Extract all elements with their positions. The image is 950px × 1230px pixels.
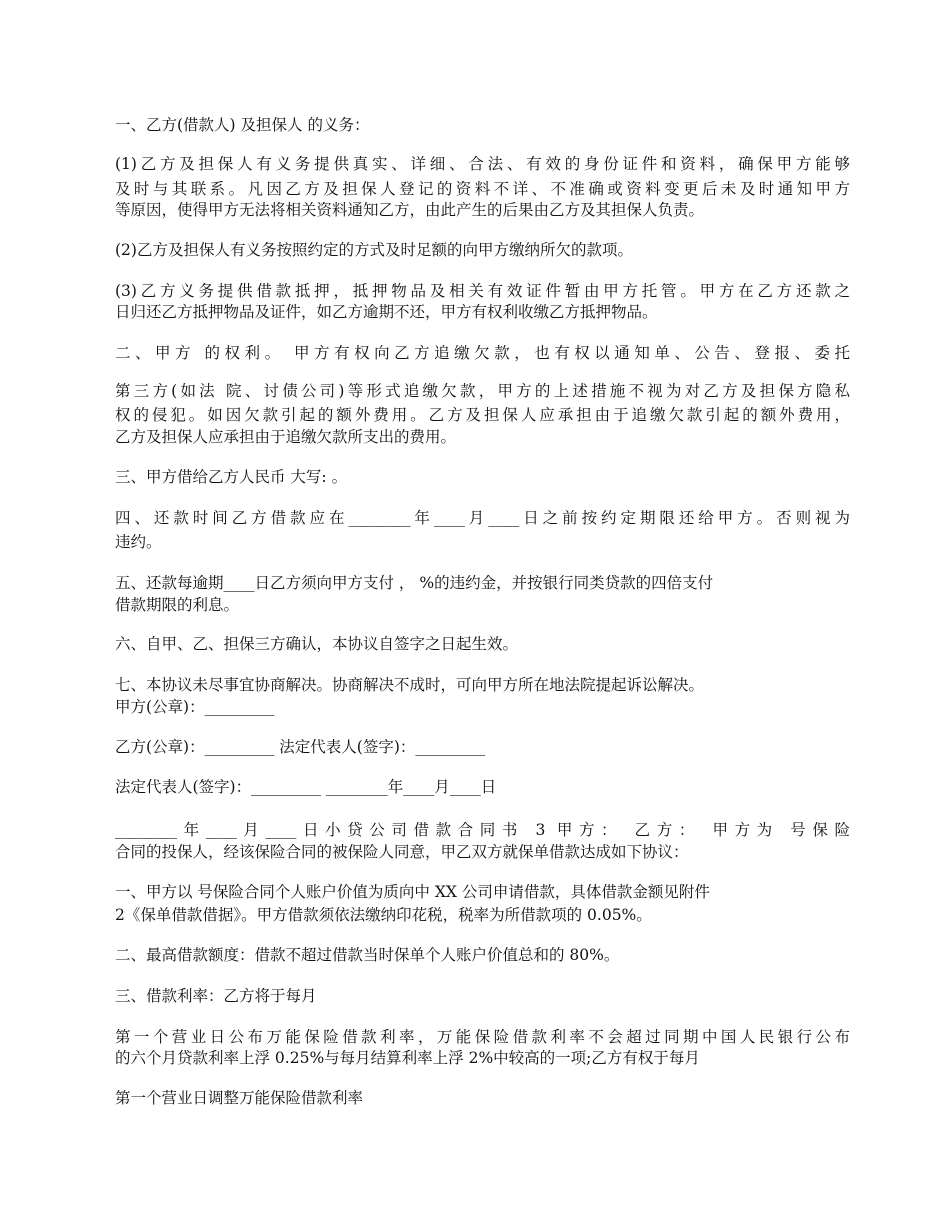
contract-intro-line: 合同的投保人，经该保险合同的被保险人同意，甲乙双方就保单借款达成如下协议： bbox=[115, 843, 689, 861]
party-a-rights-line-2: 第三方(如法 院、讨债公司)等形式追缴欠款，甲方的上述措施不视为对乙方及担保方隐私 bbox=[115, 382, 850, 400]
representative-signature-date: 法定代表人(签字)：_________ ________年____月____日 bbox=[115, 778, 497, 796]
obligation-1-line-2: 及时与其联系。凡因乙方及担保人登记的资料不详、不准确或资料变更后未及时通知甲方 bbox=[115, 180, 850, 198]
interest-rate-line-1: 第一个营业日公布万能保险借款利率，万能保险借款利率不会超过同期中国人民银行公布 bbox=[115, 1028, 850, 1046]
obligations-heading: 一、乙方(借款人) 及担保人 的义务： bbox=[115, 116, 370, 134]
dispute-clause: 七、本协议未尽事宜协商解决。协商解决不成时，可向甲方所在地法院提起诉讼解决。 bbox=[115, 676, 705, 694]
party-b-seal-signature: 乙方(公章)：_________ 法定代表人(签字)：_________ bbox=[115, 738, 486, 756]
obligation-1-line-3: 等原因，使得甲方无法将相关资料通知乙方，由此产生的后果由乙方及其担保人负责。 bbox=[115, 201, 705, 219]
party-a-rights-line-4: 乙方及担保人应承担由于追缴欠款所支出的费用。 bbox=[115, 428, 457, 446]
obligation-1-line-1: (1)乙方及担保人有义务提供真实、详细、合法、有效的身份证件和资料，确保甲方能够 bbox=[115, 155, 850, 173]
penalty-clause-line-2: 借款期限的利息。 bbox=[115, 596, 240, 614]
loan-amount-clause: 三、甲方借给乙方人民币 大写: 。 bbox=[115, 468, 348, 486]
penalty-clause-line-1: 五、还款每逾期____日乙方须向甲方支付 ， %的违约金，并按银行同类贷款的四倍支付 bbox=[115, 574, 714, 592]
party-a-rights-line-3: 权的侵犯。如因欠款引起的额外费用。乙方及担保人应承担由于追缴欠款引起的额外费用， bbox=[115, 406, 850, 424]
repayment-clause-line-1: 四、还款时间乙方借款应在________年____月____日之前按约定期限还给甲方。否则视为 bbox=[115, 509, 850, 527]
interest-rate-line-3: 第一个营业日调整万能保险借款利率 bbox=[115, 1089, 364, 1107]
obligation-3-line-2: 日归还乙方抵押物品及证件，如乙方逾期不还，甲方有权利收缴乙方抵押物品。 bbox=[115, 303, 658, 321]
party-a-rights-line-1: 二、甲方 的权利。 甲方有权向乙方追缴欠款，也有权以通知单、公告、登报、委托 bbox=[115, 344, 850, 362]
repayment-clause-line-2: 违约。 bbox=[115, 533, 162, 551]
interest-rate-line-2: 的六个月贷款利率上浮 0.25%与每月结算利率上浮 2%中较高的一项;乙方有权于每月 bbox=[115, 1049, 700, 1067]
contract-title-line: ________年____月____日小贷公司借款合同书 3 甲方： 乙方： 甲方为 号保险 bbox=[115, 821, 850, 839]
obligation-3-line-1: (3)乙方义务提供借款抵押，抵押物品及相关有效证件暂由甲方托管。甲方在乙方还款之 bbox=[115, 282, 850, 300]
interest-rate-heading: 三、借款利率：乙方将于每月 bbox=[115, 987, 317, 1005]
obligation-2: (2)乙方及担保人有义务按照约定的方式及时足额的向甲方缴纳所欠的款项。 bbox=[115, 241, 633, 259]
effective-clause: 六、自甲、乙、担保三方确认，本协议自签字之日起生效。 bbox=[115, 635, 519, 653]
policy-loan-clause-line-2: 2《保单借款借据》。甲方借款须依法缴纳印花税，税率为所借款项的 0.05%。 bbox=[115, 906, 652, 924]
max-loan-clause: 二、最高借款额度：借款不超过借款当时保单个人账户价值总和的 80%。 bbox=[115, 946, 620, 964]
policy-loan-clause-line-1: 一、甲方以 号保险合同个人账户价值为质向中 XX 公司申请借款，具体借款金额见附件 bbox=[115, 883, 710, 901]
party-a-seal: 甲方(公章)：_________ bbox=[115, 698, 275, 716]
